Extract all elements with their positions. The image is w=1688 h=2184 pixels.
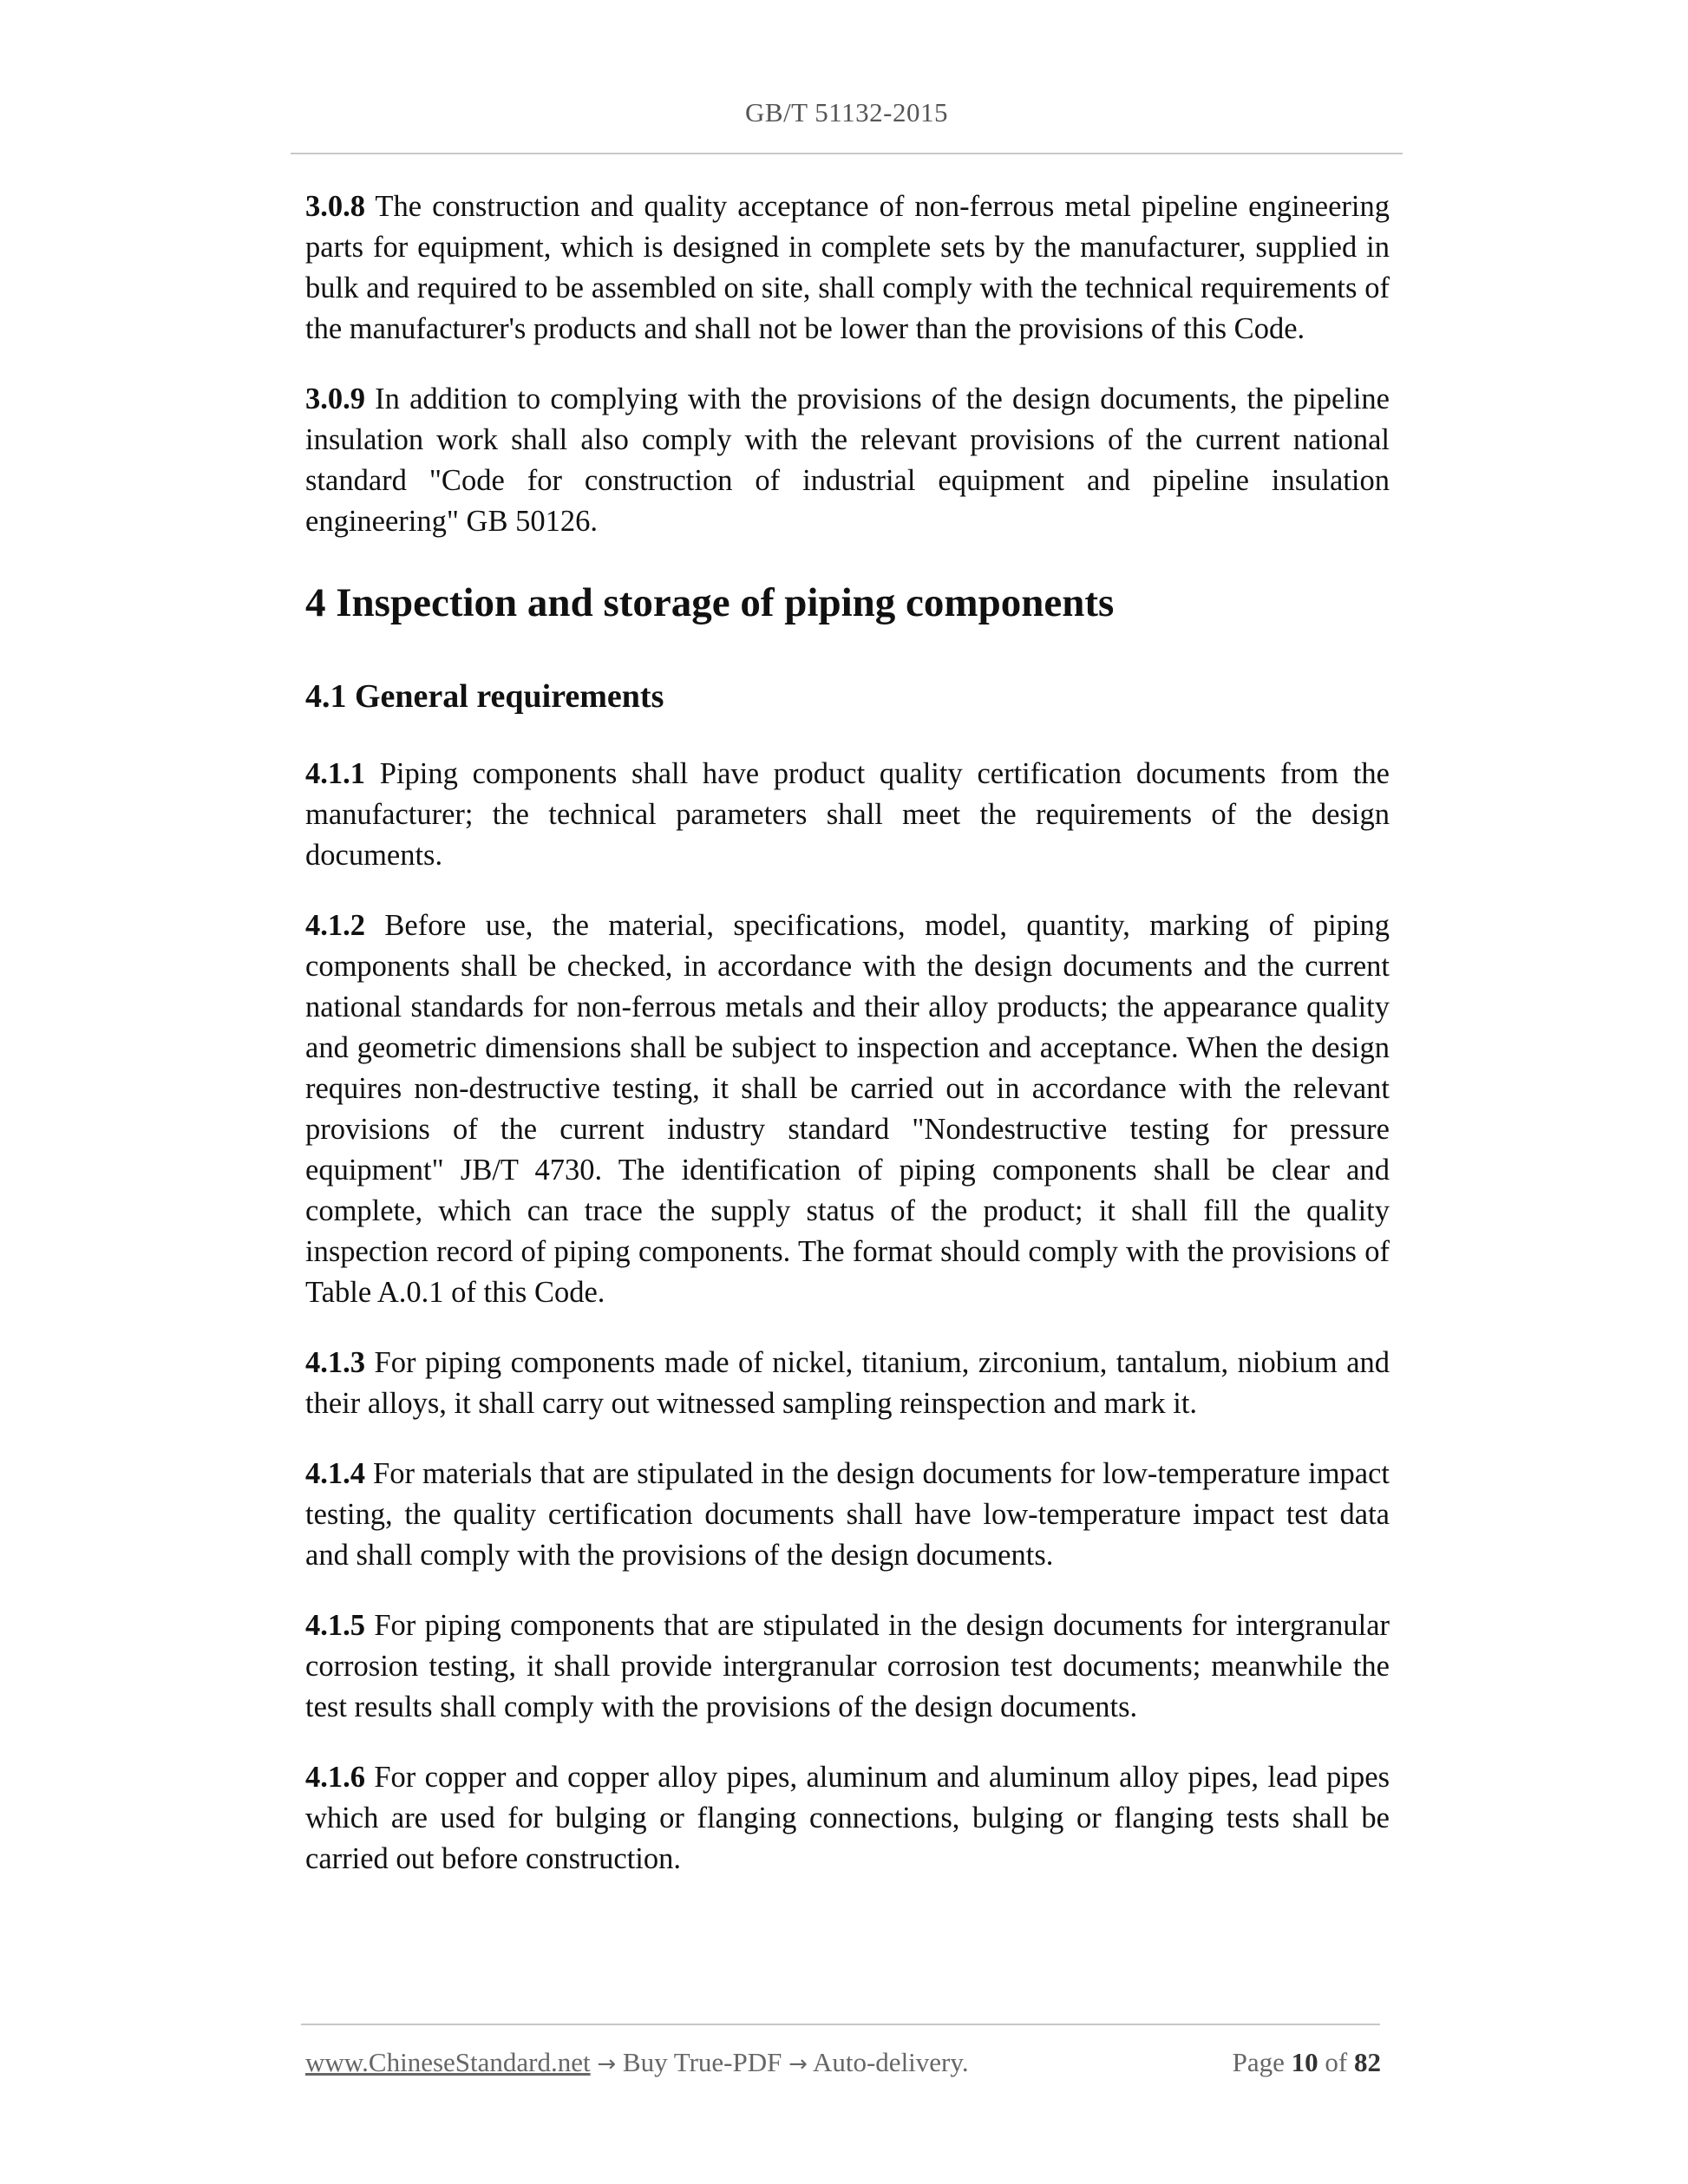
of-label: of (1325, 2047, 1348, 2077)
footer-divider (301, 2024, 1380, 2025)
arrow-right-icon: → (788, 2051, 808, 2077)
clause-text: Before use, the material, specifications, model, quantity, marking of piping components shall be checked, in accordance with the design documents and the current national standards for non-ferrous metals and their alloy products; the appearance quality and geometric dimensions shall be subject to inspection and acceptance. When the design requires non-destructive testing, it shall be carried out in accordance with the relevant provisions of the current industry standard "Nondestructive testing for pressure equipment" JB/T 4730. The identification of piping components shall be clear and complete, which can trace the supply status of the product; it shall fill the quality inspection record of piping components. The format should comply with the provisions of Table A.0.1 of this Code. (305, 908, 1390, 1309)
clause-number: 4.1.5 (305, 1608, 365, 1642)
auto-delivery-text: Auto-delivery. (812, 2047, 969, 2077)
clause-3-0-9 (305, 379, 1390, 542)
clause-text: Piping components shall have product quality certification documents from the manufacturer; the technical parameters shall meet the requirements of the design documents. (305, 756, 1390, 872)
page-header-title: GB/T 51132-2015 (745, 97, 948, 128)
buy-true-pdf-text: Buy True-PDF (622, 2047, 782, 2077)
page-footer (305, 2047, 1381, 2078)
clause-number: 4.1.6 (305, 1760, 365, 1794)
clause-text: In addition to complying with the provisions of the design documents, the pipeline insulation work shall also comply with the relevant provisions of the current national standard "Code for construction of industrial equipment and pipeline insulation engineering" GB 50126. (305, 383, 1390, 538)
page-total: 82 (1354, 2047, 1381, 2077)
arrow-right-icon: → (597, 2051, 617, 2077)
page-indicator (1233, 2047, 1381, 2078)
clause-4-1-5 (305, 1605, 1390, 1728)
clause-number: 4.1.4 (305, 1456, 365, 1490)
clause-4-1-4 (305, 1454, 1390, 1576)
clause-3-0-8 (305, 186, 1390, 350)
clause-4-1-3 (305, 1343, 1390, 1424)
page-label: Page (1232, 2047, 1285, 2077)
clause-4-1-1 (305, 754, 1390, 876)
footer-promo (305, 2047, 969, 2078)
document-body (305, 186, 1390, 1909)
clause-text: The construction and quality acceptance of non-ferrous metal pipeline engineering parts for equipment, which is designed in complete sets by the manufacturer, supplied in bulk and required to be assembled on site, shall comply with the technical requirements of the manufacturer's products and shall not be lower than the provisions of this Code. (305, 190, 1390, 345)
page-number: 10 (1291, 2047, 1318, 2077)
clause-4-1-6 (305, 1757, 1390, 1880)
clause-number: 3.0.9 (305, 383, 365, 415)
clause-text: For copper and copper alloy pipes, aluminum and aluminum alloy pipes, lead pipes which are used for bulging or flanging connections, bulging or flanging tests shall be carried out before construction. (305, 1760, 1390, 1875)
clause-text: For piping components made of nickel, titanium, zirconium, tantalum, niobium and their alloys, it shall carry out witnessed sampling reinspection and mark it. (305, 1345, 1390, 1420)
clause-text: For piping components that are stipulated in the design documents for intergranular corrosion testing, it shall provide intergranular corrosion test documents; meanwhile the test results shall comply with the provisions of the design documents. (305, 1608, 1390, 1723)
clause-number: 4.1.2 (305, 908, 365, 942)
chapter-4-heading: 4 Inspection and storage of piping components (305, 580, 1115, 625)
clause-4-1-2 (305, 906, 1390, 1313)
chinesestandard-link[interactable]: www.ChineseStandard.net (305, 2047, 591, 2077)
clause-number: 4.1.3 (305, 1345, 365, 1379)
section-4-1-heading: 4.1 General requirements (305, 678, 664, 716)
header-divider (291, 153, 1403, 154)
clause-number: 4.1.1 (305, 756, 365, 790)
clause-text: For materials that are stipulated in the design documents for low-temperature impact testing, the quality certification documents shall have low-temperature impact test data and shall comply with the provisions of the design documents. (305, 1456, 1390, 1572)
clause-number: 3.0.8 (305, 190, 365, 223)
